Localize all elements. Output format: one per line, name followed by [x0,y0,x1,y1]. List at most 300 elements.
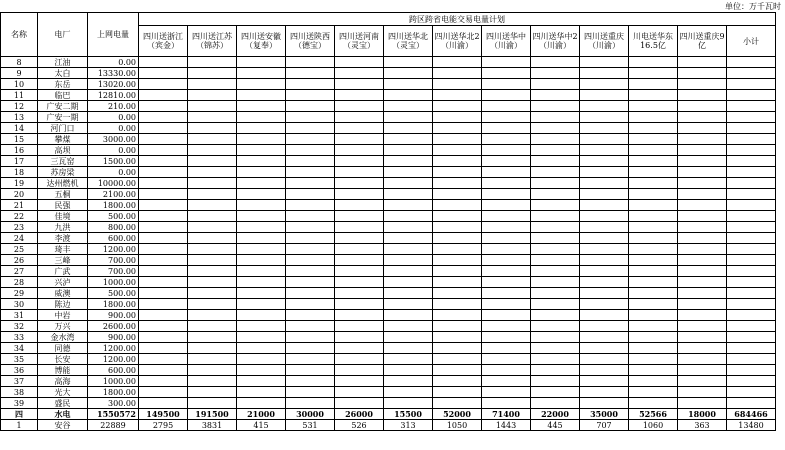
row-number: 29 [1,288,38,299]
plan-cell [335,233,384,244]
plan-cell [139,255,188,266]
row-number: 35 [1,354,38,365]
plan-cell [678,376,727,387]
plan-cell [335,90,384,101]
plan-cell [335,299,384,310]
plan-cell [580,145,629,156]
plan-cell [188,79,237,90]
plan-cell [727,112,776,123]
plan-cell [384,68,433,79]
plan-cell [433,90,482,101]
plan-cell [580,156,629,167]
grid-energy: 1800.00 [88,299,139,310]
plan-cell [678,299,727,310]
plan-cell [384,255,433,266]
plan-cell [482,266,531,277]
plan-cell [727,244,776,255]
table-row [1,266,776,277]
plan-cell [727,310,776,321]
plan-cell [678,156,727,167]
plan-cell [433,321,482,332]
grid-energy: 300.00 [88,398,139,409]
row-number: 1 [1,420,38,431]
plan-cell [384,79,433,90]
plan-cell [237,68,286,79]
plan-cell [727,376,776,387]
plan-cell: 3831 [188,420,237,431]
plan-cell [188,189,237,200]
plan-cell [580,332,629,343]
plan-cell [335,376,384,387]
plan-cell [384,145,433,156]
plan-cell [286,376,335,387]
plan-cell [531,167,580,178]
plan-cell [580,398,629,409]
plan-cell [580,123,629,134]
plant-name: 五桐 [38,189,88,200]
plan-cell [335,332,384,343]
plan-cell [678,211,727,222]
plan-cell [335,134,384,145]
plant-name: 河门口 [38,123,88,134]
plan-cell [482,376,531,387]
plan-cell [482,145,531,156]
plan-cell: 415 [237,420,286,431]
plan-cell [139,134,188,145]
grid-energy: 600.00 [88,365,139,376]
plan-cell [433,134,482,145]
plan-cell [237,365,286,376]
plant-name: 三瓦窑 [38,156,88,167]
table-row [1,112,776,123]
plan-cell [433,68,482,79]
plan-cell [384,288,433,299]
plan-cell [531,354,580,365]
plan-cell [139,233,188,244]
row-number: 13 [1,112,38,123]
plan-cell [580,354,629,365]
plan-cell: 13480 [727,420,776,431]
plan-cell [629,310,678,321]
plan-cell [433,299,482,310]
plan-cell [335,288,384,299]
row-number: 15 [1,134,38,145]
plan-cell [727,387,776,398]
plan-cell [727,79,776,90]
plan-cell [727,354,776,365]
plan-cell [433,233,482,244]
plan-cell [384,222,433,233]
plan-cell [335,145,384,156]
plan-cell: 707 [580,420,629,431]
plan-cell [188,354,237,365]
plan-cell [286,156,335,167]
plan-cell [384,343,433,354]
plant-name: 金水湾 [38,332,88,343]
plan-cell [384,266,433,277]
plan-cell [580,255,629,266]
plan-cell [188,101,237,112]
plan-cell [678,145,727,156]
plan-cell [237,222,286,233]
grid-energy: 600.00 [88,233,139,244]
plan-cell [286,200,335,211]
row-number: 31 [1,310,38,321]
header-sub-col: 四川送陕西（德宝） [286,26,335,57]
plan-cell [139,90,188,101]
plan-cell [531,211,580,222]
plan-cell [482,277,531,288]
plan-cell [384,178,433,189]
row-number: 24 [1,233,38,244]
plan-cell [629,79,678,90]
plan-cell: 526 [335,420,384,431]
plant-name: 九洪 [38,222,88,233]
plan-cell [678,90,727,101]
table-row [1,277,776,288]
plan-cell [237,277,286,288]
plan-cell [629,233,678,244]
plan-cell [531,244,580,255]
plan-cell [286,112,335,123]
table-row [1,376,776,387]
grid-energy: 1800.00 [88,387,139,398]
plan-cell [580,211,629,222]
plan-cell [727,222,776,233]
plan-cell [286,332,335,343]
plan-cell [335,200,384,211]
header-sub-col: 四川送江苏（锦苏） [188,26,237,57]
plan-cell [335,277,384,288]
plan-cell [433,387,482,398]
plan-cell [139,211,188,222]
plan-cell [580,189,629,200]
row-number: 16 [1,145,38,156]
plan-cell [678,343,727,354]
plan-cell [335,266,384,277]
plan-cell [335,167,384,178]
plan-cell [629,244,678,255]
plan-cell [678,101,727,112]
row-number: 32 [1,321,38,332]
plant-name: 高坝 [38,145,88,156]
plan-cell [139,343,188,354]
plan-cell [727,156,776,167]
plan-cell [531,310,580,321]
plant-name: 苏房梁 [38,167,88,178]
plan-cell: 18000 [678,409,727,420]
plan-cell [531,101,580,112]
plan-cell [580,68,629,79]
plan-cell [727,288,776,299]
plan-cell [286,343,335,354]
grid-energy: 2100.00 [88,189,139,200]
plan-cell [286,57,335,68]
plan-cell [384,387,433,398]
grid-energy: 900.00 [88,310,139,321]
plan-cell [629,145,678,156]
plan-cell [727,189,776,200]
plan-cell [727,332,776,343]
plan-cell [482,365,531,376]
row-number: 10 [1,79,38,90]
plan-cell [433,189,482,200]
header-name: 名称 [1,13,38,57]
plan-cell [335,68,384,79]
plan-cell [678,57,727,68]
grid-energy: 500.00 [88,211,139,222]
table-row [1,90,776,101]
table-row [1,321,776,332]
plan-cell [727,365,776,376]
plan-cell [237,354,286,365]
plan-cell [237,112,286,123]
plan-cell: 52566 [629,409,678,420]
row-number: 8 [1,57,38,68]
plan-cell [629,211,678,222]
header-sub-col: 四川送河南（灵宝） [335,26,384,57]
plan-cell [335,112,384,123]
plan-cell [433,376,482,387]
plan-cell [384,398,433,409]
table-row [1,299,776,310]
plan-cell [727,277,776,288]
plan-cell: 191500 [188,409,237,420]
plan-cell [188,343,237,354]
plan-cell [139,222,188,233]
plant-name: 中岩 [38,310,88,321]
plan-cell [629,156,678,167]
plan-cell [139,145,188,156]
grid-energy: 12810.00 [88,90,139,101]
plan-cell [433,332,482,343]
plan-cell [384,134,433,145]
plant-name: 同德 [38,343,88,354]
plant-name: 光大 [38,387,88,398]
plan-cell: 149500 [139,409,188,420]
plan-cell [384,112,433,123]
plan-cell [286,387,335,398]
plan-cell [678,68,727,79]
header-sub-col: 四川送华中（川渝） [482,26,531,57]
plan-cell [237,90,286,101]
plan-cell [384,189,433,200]
plan-cell [335,343,384,354]
plan-cell [188,299,237,310]
plan-cell [580,101,629,112]
plan-cell [384,156,433,167]
grid-energy: 0.00 [88,167,139,178]
plan-cell [531,255,580,266]
plan-cell [678,354,727,365]
plan-cell [727,299,776,310]
plan-cell [482,189,531,200]
plant-name: 广武 [38,266,88,277]
plant-name: 威澳 [38,288,88,299]
grid-energy: 1550572 [88,409,139,420]
plan-cell [188,376,237,387]
plan-cell [286,255,335,266]
table-row [1,420,776,431]
plan-cell [335,255,384,266]
table-row [1,189,776,200]
plan-cell [335,398,384,409]
plan-cell [237,57,286,68]
plan-cell [727,123,776,134]
plan-cell [482,211,531,222]
row-number: 12 [1,101,38,112]
plan-cell [629,365,678,376]
plan-cell [188,211,237,222]
plan-cell [531,57,580,68]
header-sub-col: 四川送华北2（川渝） [433,26,482,57]
plant-name: 盛民 [38,398,88,409]
plan-cell [335,310,384,321]
header-grid-energy: 上网电量 [88,13,139,57]
plan-cell [629,189,678,200]
table-row [1,79,776,90]
plan-cell [531,343,580,354]
plan-cell [678,233,727,244]
row-number: 20 [1,189,38,200]
plan-cell [139,57,188,68]
plant-name: 广安一期 [38,112,88,123]
plan-cell [139,310,188,321]
plan-cell [482,167,531,178]
plan-cell [482,398,531,409]
plan-cell [727,211,776,222]
plant-name: 三峰 [38,255,88,266]
plan-cell [139,277,188,288]
header-sub-col: 四川送重庆9亿 [678,26,727,57]
plan-cell [433,365,482,376]
plan-cell [286,266,335,277]
row-number: 四 [1,409,38,420]
row-number: 9 [1,68,38,79]
plan-cell [531,321,580,332]
plan-cell [482,134,531,145]
plan-cell [531,266,580,277]
row-number: 25 [1,244,38,255]
plan-cell [237,233,286,244]
plan-cell [678,387,727,398]
plan-cell [580,387,629,398]
plan-cell [433,354,482,365]
plan-cell [286,68,335,79]
plan-cell [727,57,776,68]
plan-cell [433,310,482,321]
plan-cell [678,310,727,321]
plant-name: 安谷 [38,420,88,431]
plan-cell [629,101,678,112]
plan-cell [482,101,531,112]
plan-cell [286,211,335,222]
unit-label: 单位：万千瓦时 [725,2,781,11]
plant-name: 博能 [38,365,88,376]
table-row [1,68,776,79]
plan-cell [482,310,531,321]
plan-cell [629,376,678,387]
plan-cell [727,266,776,277]
header-sub-col: 四川送华中2（川渝） [531,26,580,57]
row-number: 17 [1,156,38,167]
table-row [1,233,776,244]
row-number: 37 [1,376,38,387]
plan-cell: 22000 [531,409,580,420]
plan-cell: 21000 [237,409,286,420]
plan-cell [678,222,727,233]
plant-name: 琦丰 [38,244,88,255]
plan-cell [433,343,482,354]
plan-cell [531,222,580,233]
plan-cell [433,123,482,134]
grid-energy: 800.00 [88,222,139,233]
plan-cell [629,277,678,288]
row-number: 28 [1,277,38,288]
plan-cell [384,244,433,255]
plan-cell [580,277,629,288]
plan-cell [629,112,678,123]
plan-cell [678,266,727,277]
plan-cell [482,288,531,299]
plan-cell [335,79,384,90]
plan-cell [188,321,237,332]
plan-cell [629,123,678,134]
plan-cell [433,112,482,123]
plan-cell [335,321,384,332]
plan-cell [384,167,433,178]
plan-cell [433,277,482,288]
plan-cell [580,310,629,321]
plan-cell [384,211,433,222]
plan-cell [629,398,678,409]
plan-cell [188,112,237,123]
plan-cell [384,321,433,332]
plan-cell [384,90,433,101]
plan-cell [531,189,580,200]
table-row [1,343,776,354]
header-sub-col: 四川送华北（灵宝） [384,26,433,57]
plant-name: 李渡 [38,233,88,244]
plan-cell [482,244,531,255]
grid-energy: 1200.00 [88,354,139,365]
table-row [1,211,776,222]
plan-cell [678,398,727,409]
plan-cell: 1050 [433,420,482,431]
plan-cell [237,266,286,277]
plan-cell [482,332,531,343]
table-row [1,156,776,167]
table-row [1,167,776,178]
plan-cell [580,178,629,189]
plan-cell [237,134,286,145]
plan-cell [482,255,531,266]
plan-cell [286,123,335,134]
row-number: 14 [1,123,38,134]
plan-cell [335,387,384,398]
plan-cell [384,200,433,211]
plan-cell: 531 [286,420,335,431]
row-number: 39 [1,398,38,409]
plan-cell [482,156,531,167]
plan-cell [237,255,286,266]
plan-cell: 2795 [139,420,188,431]
plan-cell [727,233,776,244]
plan-cell [237,189,286,200]
row-number: 34 [1,343,38,354]
grid-energy: 210.00 [88,101,139,112]
plant-name: 民强 [38,200,88,211]
